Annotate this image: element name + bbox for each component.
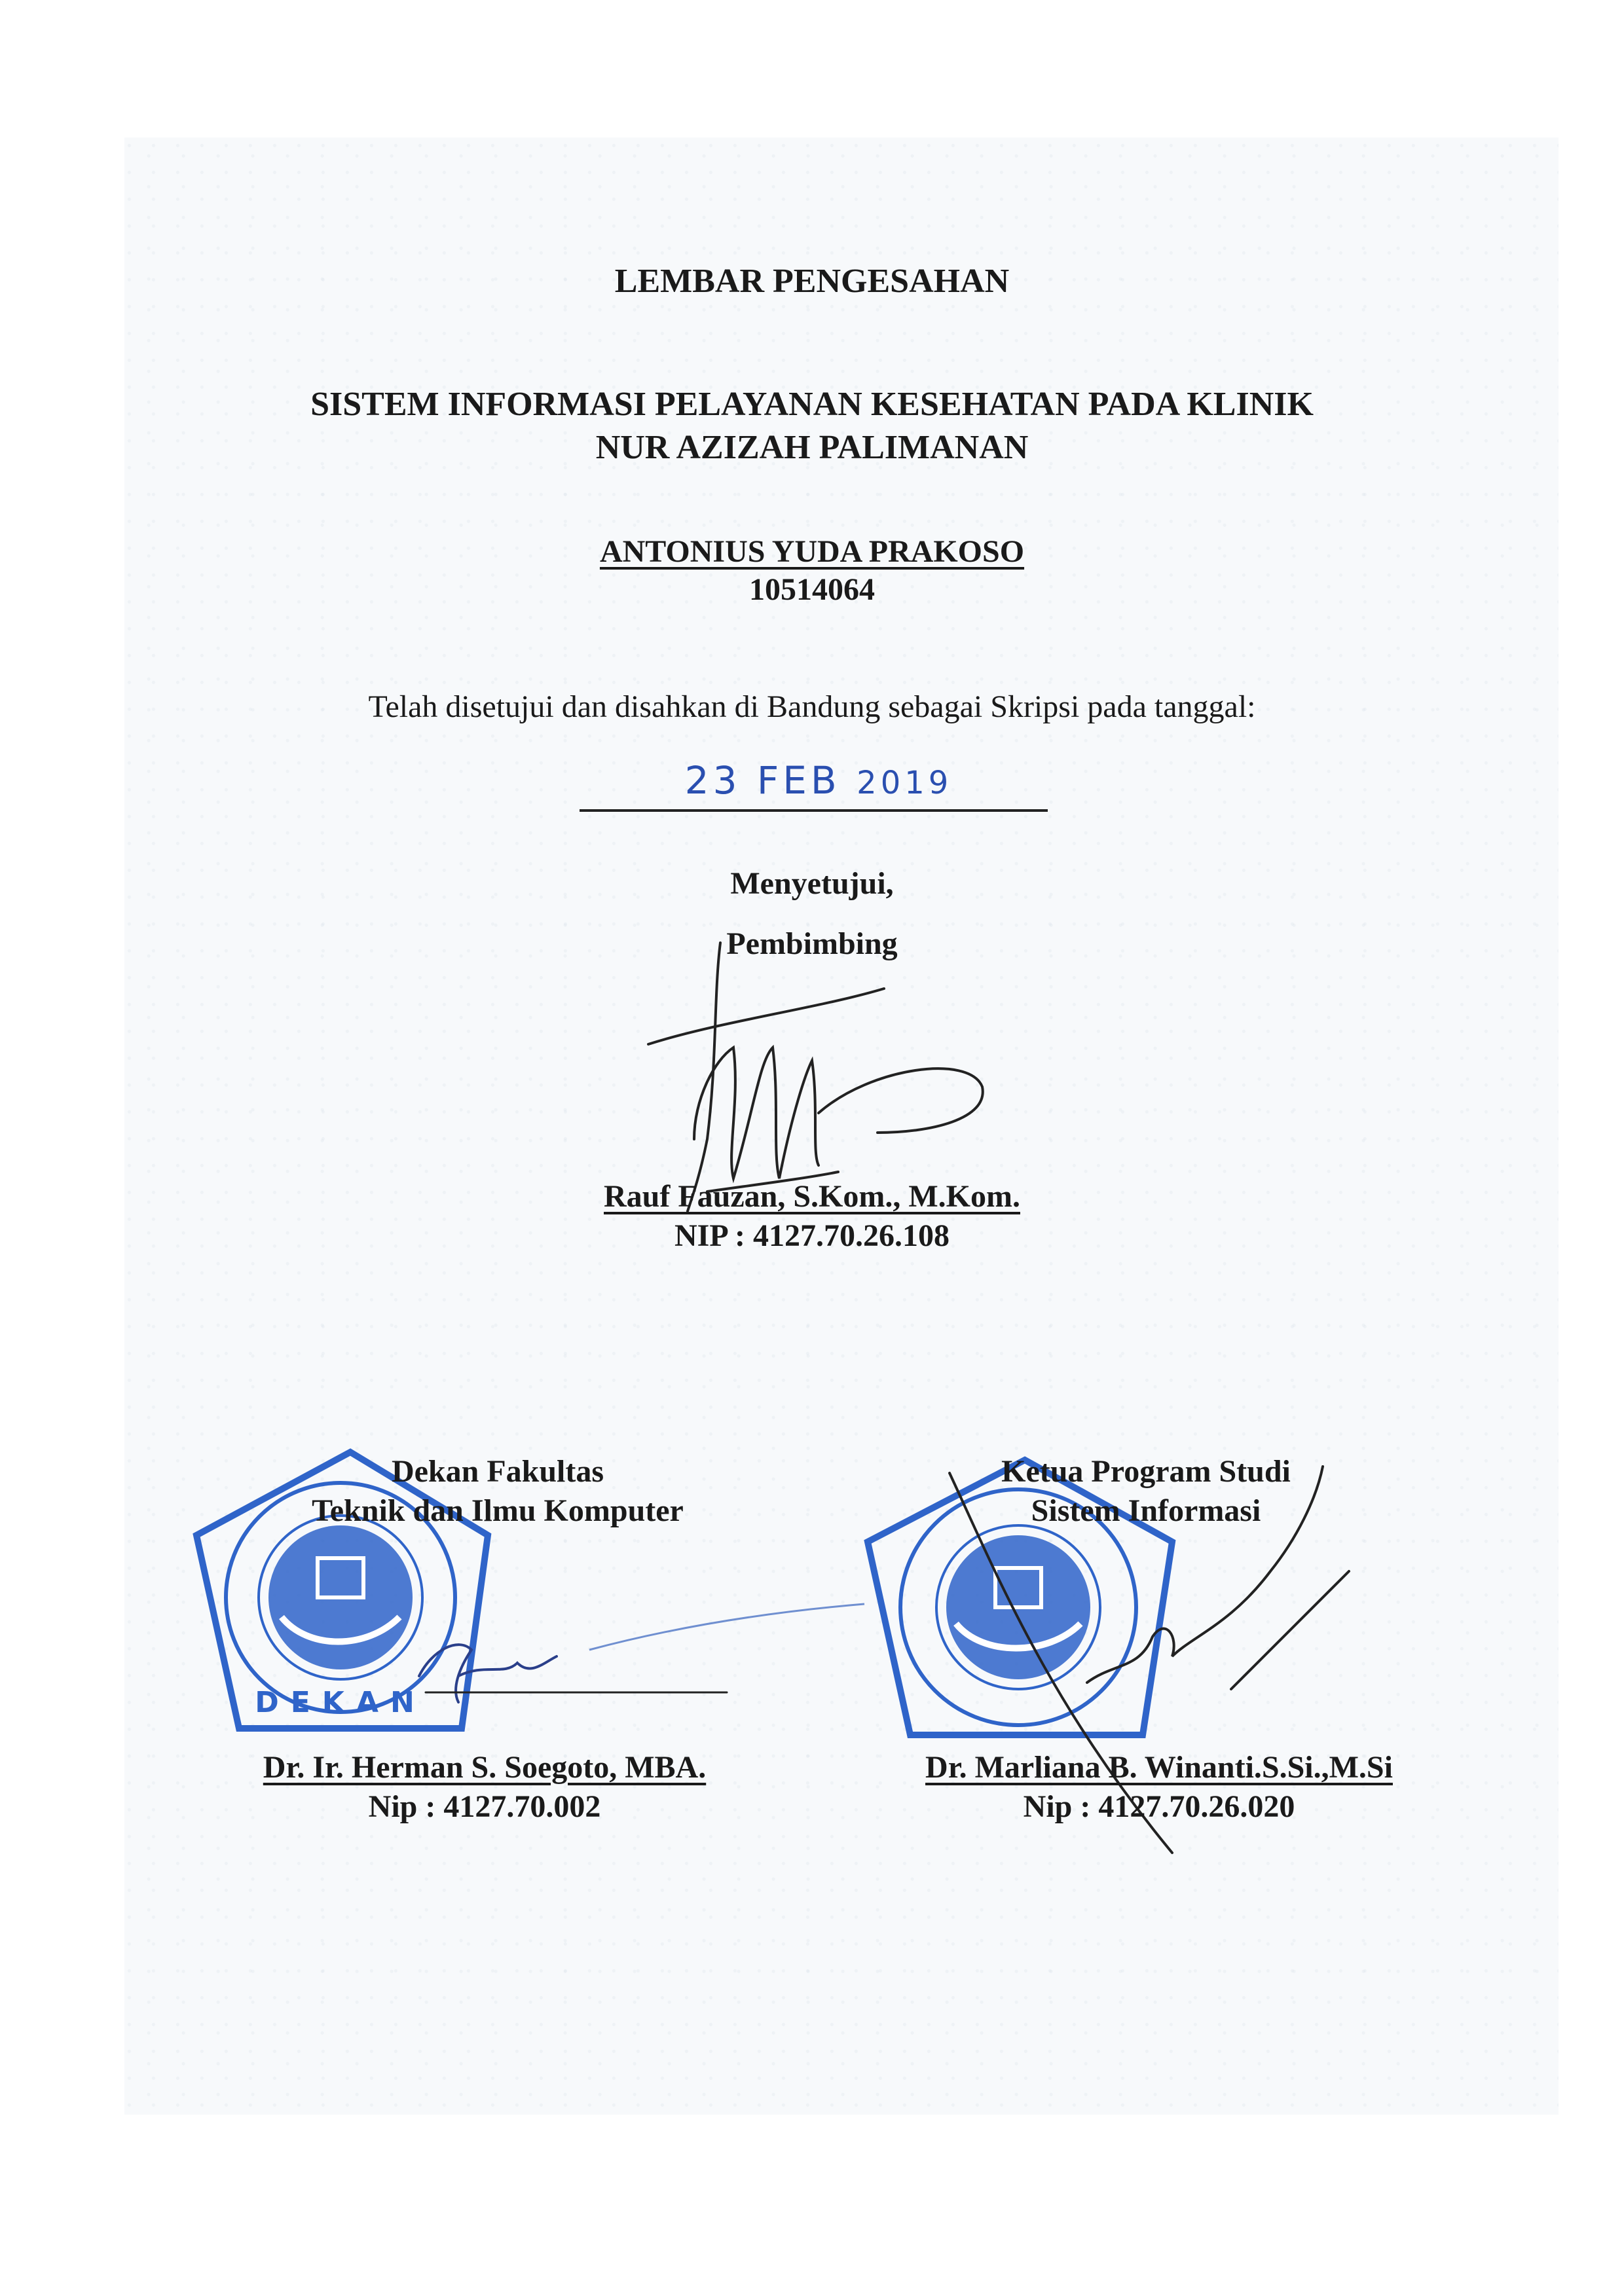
head-name: Dr. Marliana B. Winanti.S.Si.,M.Si [925,1750,1393,1785]
connector-stroke [589,1604,864,1650]
head-title1: Ketua Program Studi [1001,1454,1291,1489]
approval-label: Menyetujui, [730,866,894,901]
advisor-role: Pembimbing [726,926,898,961]
thesis-title-line1: SISTEM INFORMASI PELAYANAN KESEHATAN PADA KLINIK [310,386,1314,423]
date-month: FEB [756,758,841,803]
approval-statement: Telah disetujui dan disahkan di Bandung sebagai Skripsi pada tanggal: [368,689,1256,724]
dean-title2: Teknik dan Ilmu Komputer [312,1493,684,1528]
dean-title1: Dekan Fakultas [391,1454,604,1489]
dean-nip: Nip : 4127.70.002 [368,1789,601,1824]
dean-name: Dr. Ir. Herman S. Soegoto, MBA. [263,1750,707,1785]
student-name: ANTONIUS YUDA PRAKOSO [599,534,1025,569]
date-year: 2019 [857,765,953,801]
thesis-title-line2: NUR AZIZAH PALIMANAN [595,429,1029,466]
head-title2: Sistem Informasi [1031,1493,1261,1528]
advisor-nip: NIP : 4127.70.26.108 [674,1218,950,1253]
svg-text:DEKAN: DEKAN [255,1686,426,1719]
advisor-name: Rauf Fauzan, S.Kom., M.Kom. [604,1179,1020,1214]
document-header: LEMBAR PENGESAHAN [614,263,1010,300]
student-id: 10514064 [749,572,875,607]
head-nip: Nip : 4127.70.26.020 [1023,1789,1295,1824]
date-day: 23 [684,758,741,803]
